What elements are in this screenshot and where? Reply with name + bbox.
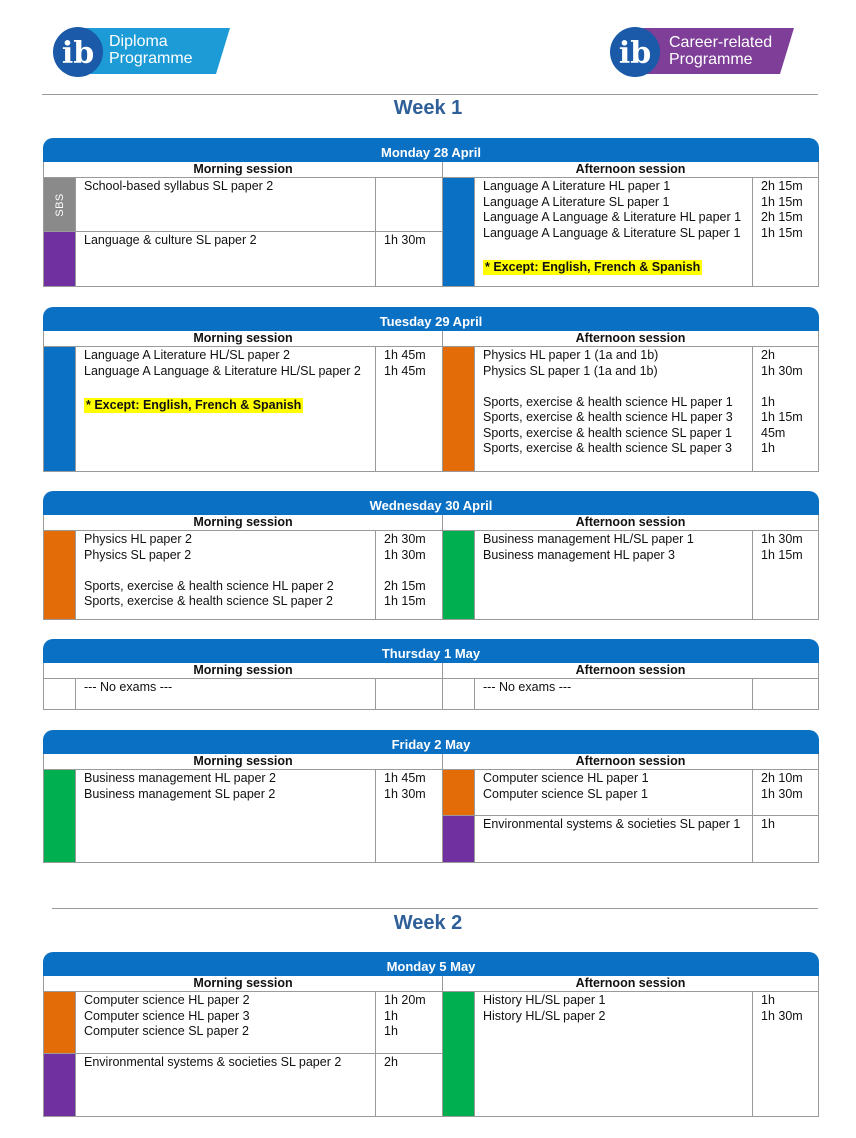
day-body: [43, 992, 819, 1117]
exam-paper: School-based syllabus SL paper 2: [84, 179, 274, 193]
morning-session: [44, 347, 443, 471]
spacer: [84, 379, 375, 395]
exam-duration: 1h 30m: [761, 532, 803, 546]
exam-paper: Environmental systems & societies SL paper 1: [483, 817, 741, 831]
afternoon-session: [443, 992, 818, 1116]
exam-duration: 1h 15m: [761, 225, 803, 240]
exam-duration: 1h 30m: [384, 547, 426, 562]
exam-list: [76, 1054, 376, 1116]
day-table-tuesday-29-april: [43, 307, 819, 472]
exam-block: [443, 770, 818, 816]
subject-group-bar: [443, 531, 475, 619]
exam-paper: History HL/SL paper 1: [483, 993, 606, 1007]
session-header-row: [43, 331, 819, 347]
exam-duration: 1h 15m: [761, 547, 803, 562]
exam-block: [443, 531, 818, 619]
exam-block: [44, 531, 442, 619]
duration-list: [376, 178, 442, 231]
exam-paper: Sports, exercise & health science HL paper 3: [483, 410, 733, 424]
exam-block: [44, 770, 442, 862]
exam-duration: 2h 30m: [384, 532, 426, 546]
duration-list: [753, 347, 818, 471]
session-header-row: [43, 663, 819, 679]
exam-list: [76, 679, 376, 709]
spacer: [483, 241, 752, 257]
exam-paper: Language & culture SL paper 2: [84, 233, 257, 247]
exam-block: [44, 178, 442, 232]
afternoon-session: [443, 178, 818, 286]
exam-list: [475, 992, 753, 1116]
logo-line-1: Career-related: [669, 34, 773, 51]
exam-paper: Language A Literature HL/SL paper 2: [84, 348, 290, 362]
exam-block: [44, 992, 442, 1054]
duration-list: [376, 992, 442, 1053]
day-table-monday-28-april: [43, 138, 819, 287]
logo-line-1: Diploma: [109, 33, 168, 50]
exam-duration: 1h 45m: [384, 771, 426, 785]
svg-text:ib: ib: [618, 36, 652, 71]
subject-group-bar: [44, 992, 76, 1053]
exam-duration: 1h 30m: [761, 363, 803, 378]
morning-session-label: Morning session: [44, 162, 443, 177]
duration-list: [753, 816, 818, 862]
exam-paper: Language A Literature SL paper 1: [483, 194, 670, 209]
exam-paper: Computer science HL paper 3: [84, 1008, 250, 1023]
exam-duration: [761, 680, 818, 696]
exam-list: [475, 531, 753, 619]
exam-duration: 1h 15m: [761, 194, 803, 209]
exam-paper: Physics HL paper 2: [84, 532, 192, 546]
exam-block: [44, 347, 442, 471]
day-table-wednesday-30-april: [43, 491, 819, 620]
exam-block: [44, 1054, 442, 1116]
exam-list: [76, 232, 376, 286]
day-header: Monday 28 April: [43, 138, 819, 162]
exam-list: [475, 770, 753, 815]
exam-paper: Sports, exercise & health science SL paper 2: [84, 594, 333, 608]
afternoon-session: [443, 770, 818, 862]
day-body: [43, 770, 819, 863]
subject-group-bar: [44, 1054, 76, 1116]
exam-duration: 1h 30m: [384, 786, 426, 801]
exam-duration: [384, 563, 442, 579]
exam-block: [443, 178, 818, 286]
exam-paper: [84, 563, 375, 579]
duration-list: [753, 531, 818, 619]
logo-line-2: Programme: [109, 50, 193, 67]
duration-list: [753, 679, 818, 709]
week-1-rule: [42, 94, 818, 95]
session-header-row: [43, 515, 819, 531]
day-header: Wednesday 30 April: [43, 491, 819, 515]
day-body: [43, 531, 819, 620]
exam-duration: 1h: [761, 394, 775, 409]
exam-block: [44, 232, 442, 286]
exam-list: [475, 347, 753, 471]
morning-session: [44, 178, 443, 286]
exam-duration: 1h: [761, 993, 775, 1007]
exam-duration: 1h 30m: [761, 1008, 803, 1023]
afternoon-session: [443, 531, 818, 619]
exam-duration: 45m: [761, 425, 786, 440]
morning-session-label: Morning session: [44, 331, 443, 346]
exam-paper: Sports, exercise & health science SL paper 3: [483, 441, 732, 455]
exam-paper: Business management HL paper 2: [84, 771, 277, 785]
session-header-row: [43, 976, 819, 992]
exam-list: [76, 347, 376, 471]
exam-paper: Language A Language & Literature HL/SL paper 2: [84, 363, 361, 378]
exam-paper: [483, 379, 752, 395]
exam-paper: Computer science HL paper 2: [84, 993, 250, 1007]
exam-duration: 1h 45m: [384, 363, 426, 378]
afternoon-session-label: Afternoon session: [575, 754, 686, 768]
day-body: [43, 347, 819, 472]
exception-note: * Except: English, French & Spanish: [485, 259, 701, 274]
exam-duration: 2h 10m: [761, 771, 803, 785]
exam-duration: 2h 15m: [761, 210, 803, 224]
morning-session-label: Morning session: [44, 976, 443, 991]
exam-paper: Computer science SL paper 2: [84, 1024, 249, 1038]
exam-duration: 1h 20m: [384, 993, 426, 1007]
subject-group-bar: [443, 679, 475, 709]
subject-group-bar: [443, 992, 475, 1116]
exam-paper: Language A Language & Literature HL paper 1: [483, 210, 742, 224]
afternoon-session: [443, 679, 818, 709]
exam-duration: [384, 179, 442, 195]
exam-paper: Sports, exercise & health science HL paper 2: [84, 578, 334, 593]
exam-duration: 1h 30m: [384, 233, 426, 247]
week-2-rule: [52, 908, 818, 909]
exam-list: [475, 178, 753, 286]
exam-list: [76, 531, 376, 619]
logo-line-2: Programme: [669, 51, 753, 68]
subject-group-bar: [443, 816, 475, 862]
afternoon-session-label: Afternoon session: [575, 162, 686, 176]
exam-duration: 2h 15m: [384, 578, 426, 593]
exam-paper: Business management HL paper 3: [483, 547, 676, 562]
ib-diploma-programme-logo: [52, 26, 232, 78]
exam-list: [76, 770, 376, 862]
week-1-title: Week 1: [393, 97, 463, 119]
subject-group-bar: [44, 232, 76, 286]
morning-session-label: Morning session: [44, 754, 443, 769]
exam-paper: Computer science HL paper 1: [483, 771, 649, 785]
subject-group-bar: [44, 178, 76, 231]
exam-paper: Sports, exercise & health science HL paper 1: [483, 394, 733, 409]
sbs-label: [44, 178, 75, 231]
exam-duration: 2h: [761, 348, 775, 362]
ib-career-related-programme-logo: [608, 26, 796, 78]
exam-paper: Computer science SL paper 1: [483, 786, 648, 801]
day-body: [43, 178, 819, 287]
duration-list: [376, 531, 442, 619]
day-table-monday-5-may: [43, 952, 819, 1117]
exam-list: [475, 679, 753, 709]
exam-duration: 1h: [761, 817, 775, 831]
sbs-label-text: SBS: [53, 192, 66, 217]
afternoon-session-label: Afternoon session: [575, 976, 686, 990]
exam-paper: Business management HL/SL paper 1: [483, 532, 694, 546]
exam-paper: --- No exams ---: [483, 680, 572, 694]
exam-duration: 1h: [761, 441, 775, 455]
exam-duration: [384, 680, 442, 696]
afternoon-session-label: Afternoon session: [575, 663, 686, 677]
exam-paper: Physics HL paper 1 (1a and 1b): [483, 348, 659, 362]
exam-paper: Physics SL paper 1 (1a and 1b): [483, 363, 658, 378]
exam-paper: Language A Language & Literature SL paper 1: [483, 225, 741, 240]
day-header: Friday 2 May: [43, 730, 819, 754]
exam-duration: 1h 15m: [384, 594, 426, 608]
exam-paper: Environmental systems & societies SL paper 2: [84, 1055, 342, 1069]
duration-list: [376, 770, 442, 862]
duration-list: [753, 178, 818, 286]
day-table-thursday-1-may: [43, 639, 819, 710]
exception-note: * Except: English, French & Spanish: [86, 397, 302, 412]
subject-group-bar: [44, 347, 76, 471]
day-body: [43, 679, 819, 710]
duration-list: [376, 679, 442, 709]
duration-list: [376, 347, 442, 471]
morning-session: [44, 531, 443, 619]
diploma-logo-text: [109, 33, 193, 67]
exam-list: [76, 992, 376, 1053]
career-logo-text: [669, 34, 772, 68]
day-header: Thursday 1 May: [43, 639, 819, 663]
afternoon-session-label: Afternoon session: [575, 331, 686, 345]
exam-paper: History HL/SL paper 2: [483, 1008, 606, 1023]
day-table-friday-2-may: [43, 730, 819, 863]
exam-list: [76, 178, 376, 231]
morning-session-label: Morning session: [44, 663, 443, 678]
exam-paper: --- No exams ---: [84, 680, 173, 694]
duration-list: [376, 232, 442, 286]
day-header: Monday 5 May: [43, 952, 819, 976]
exam-list: [475, 816, 753, 862]
exam-duration: 1h 45m: [384, 348, 426, 362]
subject-group-bar: [44, 679, 76, 709]
exam-block: [443, 992, 818, 1116]
morning-session: [44, 679, 443, 709]
subject-group-bar: [443, 770, 475, 815]
exam-duration: 1h: [384, 1024, 398, 1038]
exam-duration: 2h 15m: [761, 179, 803, 193]
afternoon-session-label: Afternoon session: [575, 515, 686, 529]
duration-list: [376, 1054, 442, 1116]
afternoon-session: [443, 347, 818, 471]
subject-group-bar: [443, 178, 475, 286]
subject-group-bar: [44, 531, 76, 619]
exam-paper: Business management SL paper 2: [84, 786, 276, 801]
exam-paper: Sports, exercise & health science SL paper 1: [483, 425, 732, 440]
week-2-title: Week 2: [393, 912, 463, 934]
morning-session: [44, 770, 443, 862]
exam-block: [443, 816, 818, 862]
duration-list: [753, 992, 818, 1116]
exam-block: [443, 347, 818, 471]
exam-duration: 2h: [384, 1055, 398, 1069]
day-header: Tuesday 29 April: [43, 307, 819, 331]
exam-paper: Language A Literature HL paper 1: [483, 179, 671, 193]
exam-duration: 1h 30m: [761, 786, 803, 801]
exam-block: [44, 679, 442, 709]
subject-group-bar: [44, 770, 76, 862]
svg-text:ib: ib: [61, 36, 95, 71]
exam-duration: 1h: [384, 1008, 398, 1023]
exam-block: [443, 679, 818, 709]
exam-paper: Physics SL paper 2: [84, 547, 192, 562]
session-header-row: [43, 162, 819, 178]
exam-duration: 1h 15m: [761, 410, 803, 424]
session-header-row: [43, 754, 819, 770]
subject-group-bar: [443, 347, 475, 471]
duration-list: [753, 770, 818, 815]
morning-session-label: Morning session: [44, 515, 443, 530]
morning-session: [44, 992, 443, 1116]
exam-duration: [761, 379, 818, 395]
